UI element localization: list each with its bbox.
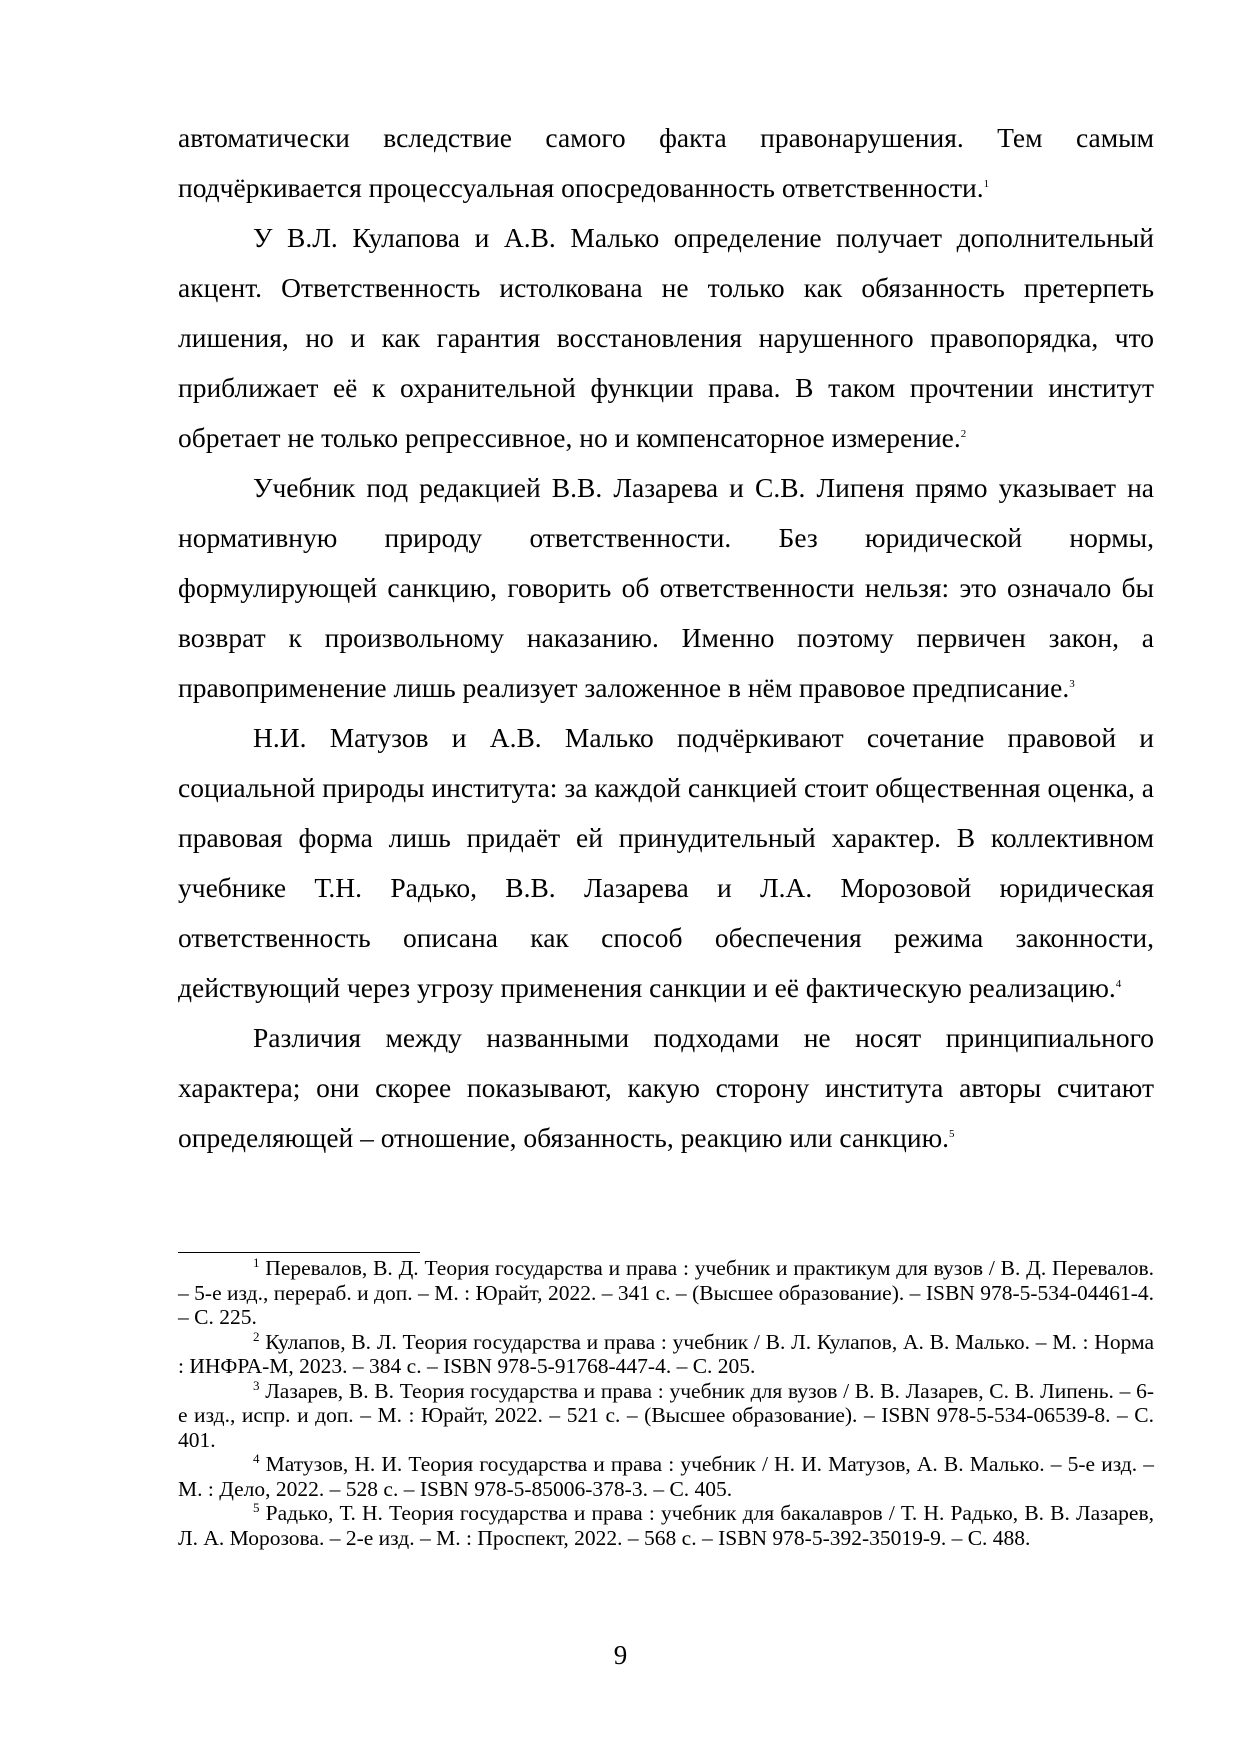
page-number: 9 xyxy=(613,1640,628,1670)
footnote-number: 1 xyxy=(253,1254,260,1270)
paragraph xyxy=(178,113,1154,213)
footnote-reference[interactable]: 4 xyxy=(1115,977,1122,990)
paragraph xyxy=(178,1013,1154,1163)
paragraph xyxy=(178,463,1154,713)
footnote-separator xyxy=(178,1252,420,1253)
footnote xyxy=(178,1501,1154,1550)
footnote-number: 3 xyxy=(253,1377,260,1393)
paragraph-text: Учебник под редакцией В.В. Лазарева и С.В. Липеня прямо указывает на нормативную природу ответственности. Без юридической нормы, формулирующей санкцию, говорить об ответственности нельзя: это означало бы возврат к произвольному наказанию. Именно поэтому первичен закон, а правоприменение лишь реализует заложенное в нём правовое предписание. xyxy=(178,472,1154,703)
footnote-reference[interactable]: 3 xyxy=(1069,677,1075,690)
footnote-number: 2 xyxy=(253,1328,260,1344)
footnote-reference[interactable]: 2 xyxy=(960,427,967,440)
footnote-text: Лазарев, В. В. Теория государства и права : учебник для вузов / В. В. Лазарев, С. В. Липень. – 6-е изд., испр. и доп. – М. : Юрайт, 2022. – 521 с. – (Высшее образование). – ISBN 978-5-534-06539-8. – С. 401. xyxy=(178,1378,1154,1452)
footnote xyxy=(178,1379,1154,1453)
footnote xyxy=(178,1452,1154,1501)
paragraph-text: У В.Л. Кулапова и А.В. Малько определение получает дополнительный акцент. Ответственность истолкована не только как обязанность претерпеть лишения, но и как гарантия восстановления нарушенного правопорядка, что приближает её к охранительной функции права. В таком прочтении институт обретает не только репрессивное, но и компенсаторное измерение. xyxy=(178,222,1154,453)
footnote-number: 5 xyxy=(253,1499,260,1515)
main-text xyxy=(178,113,1154,1163)
paragraph-text: Н.И. Матузов и А.В. Малько подчёркивают сочетание правовой и социальной природы института: за каждой санкцией стоит общественная оценка, а правовая форма лишь придаёт ей принудительный характер. В коллективном учебнике Т.Н. Радько, В.В. Лазарева и Л.А. Морозовой юридическая ответственность описана как способ обеспечения режима законности, действующий через угрозу применения санкции и её фактическую реализацию. xyxy=(178,722,1154,1003)
paragraph-text: автоматически вследствие самого факта правонарушения. Тем самым подчёркивается процессуальная опосредованность ответственности. xyxy=(178,122,1154,203)
paragraph xyxy=(178,713,1154,1013)
footnote xyxy=(178,1330,1154,1379)
paragraph-text: Различия между названными подходами не носят принципиального характера; они скорее показывают, какую сторону института авторы считают определяющей – отношение, обязанность, реакцию или санкцию. xyxy=(178,1022,1154,1153)
footnote-text: Радько, Т. Н. Теория государства и права : учебник для бакалавров / Т. Н. Радько, В. В. Лазарев, Л. А. Морозова. – 2-е изд. – М. : Проспект, 2022. – 568 с. – ISBN 978-5-392-35019-9. – С. 488. xyxy=(178,1501,1154,1550)
footnotes xyxy=(178,1256,1154,1550)
footnote xyxy=(178,1256,1154,1330)
paragraph xyxy=(178,213,1154,463)
footnote-reference[interactable]: 5 xyxy=(949,1127,955,1140)
footnote-text: Перевалов, В. Д. Теория государства и права : учебник и практикум для вузов / В. Д. Перевалов. – 5-е изд., перераб. и доп. – М. : Юрайт, 2022. – 341 с. – (Высшее образование). – ISBN 978-5-534-04461-4. – С. 225. xyxy=(178,1256,1154,1329)
footnote-text: Кулапов, В. Л. Теория государства и права : учебник / В. Л. Кулапов, А. В. Малько. – М. : Норма : ИНФРА-М, 2023. – 384 с. – ISBN 978-5-91768-447-4. – С. 205. xyxy=(178,1329,1154,1378)
footnote-text: Матузов, Н. И. Теория государства и права : учебник / Н. И. Матузов, А. В. Малько. – 5-е изд. – М. : Дело, 2022. – 528 с. – ISBN 978-5-85006-378-3. – С. 405. xyxy=(178,1452,1154,1501)
footnote-reference[interactable]: 1 xyxy=(983,177,990,190)
footnote-number: 4 xyxy=(253,1450,260,1466)
